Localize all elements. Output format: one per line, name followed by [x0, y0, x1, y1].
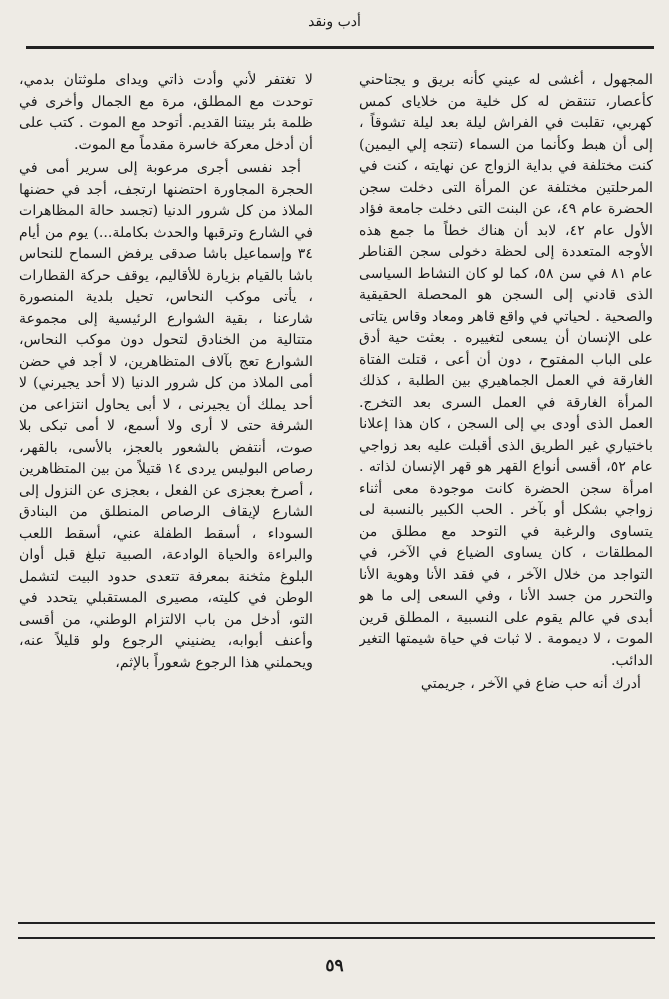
text-column-right [359, 70, 653, 900]
header-rule [26, 46, 654, 49]
paragraph: أدرك أنه حب ضاع في الآخر ، جريمتي [420, 676, 641, 692]
paragraph: أجد نفسى أجرى مرعوبة إلى سرير أمى في الحجرة المجاورة احتضنها ارتجف، أجد في حضنها الملاذ من كل شرور الدنيا (تجسد حالة المظاهرات في الشارع وترقبها والحدث بكاملة...) يوم من أيام ٣٤ وإسماعيل باشا صدقى يرفض السماح للنحاس باشا بالقيام بزيارة للأقاليم، يوقف حركة القطارات ، يأتى موكب النحاس، تحيل بلدية المنصورة شارعنا ، بقية الشوارع الرئيسية إلى مجموعة متتالية من الخنادق لتحول دون موكب النحاس، الشوارع تعج بآلاف المتظاهرين، لا أجد في حضن أمى الملاذ من كل شرور الدنيا (لا أحد يجيرني) لا أحد يملك أن يجيرنى ، لا أبى يحاول انتزاعى من الشرفة حتى لا أرى ولا أسمع، لا أمى تبكى بلا صوت، أنتفض بالشعور بالعجز، بالأسى، بالقهر، رصاص البوليس يردى ١٤ قتيلاً من بين المتظاهرين ، أصرخ بعجزى عن الفعل ، بعجزى عن النزول إلى الشارع لإيقاف الرصاص المنطلق من البنادق السوداء ، أسقط الطفلة عني، أسقط اللعب والبراءة والحياة الوادعة، الصبية تبلغ قبل أوان البلوغ مثخنة بمعرفة تتعدى حدود البيت لتشمل الوطن في كليته، مصيرى المستقبلي يتحدد في التو، أدخل من باب الالتزام الوطني، من أقسى وأعنف أبوابه، يضنيني الرجوع ولو قليلاً عنه، ويحملني هذا الرجوع شعوراً بالإثم، [19, 160, 313, 671]
paragraph: لا تغتفر لأني وأدت ذاتي ويداى ملوثتان بدمي، توحدت مع المطلق، مرة مع الجمال وأخرى في ظلمة بئر بيتنا القديم. أتوحد مع الموت . كتب على أن أدخل معركة خاسرة مقدماً مع الموت. [19, 72, 313, 153]
page-number: ٥٩ [325, 956, 344, 976]
text-column-left [19, 70, 313, 900]
footer-rule [18, 937, 655, 939]
paragraph: المجهول ، أغشى له عيني كأنه بريق و يجتاحني كأعصار، تنتقض له كل خلية من خلاياى كمس كهربي، تقلبت في الفراش ليلة بعد ليلة تشوقاً ، إلى أن هبط وكأنما من السماء (تتجه إلي اليمين) كنت مختلفة في بداية الزواج عن نهايته ، كنت في المرحلتين مختلفة عن المرأة التى دخلت سجن الحضرة عام ٤٩، عن البنت التى دخلت جامعة فؤاد الأول عام ٤٢، لابد أن هناك خطاً ما جمع هذه الأوجه المتعددة إلى لحظة دخولى سجن القناطر عام ٨١ في سن ٥٨، كما لو كان النشاط السياسى الذى قادني إلى السجن هو المحصلة الحقيقية والصحية . لحياتي في واقع قاهر ومعاد وقاس يتاتى على الإنسان أن يسعى لتغييره . بعثت حية أدق على الباب المفتوح ، دون أن أعى ، قتلت الفتاة الغارقة في العمل الجماهيري بين الطلبة ، كذلك المرأة الغارقة في العمل السرى بعد التخرج. العمل الذى أودى بي إلى السجن ، كان هذا إعلانا باختياري غير الطريق الذى أقبلت عليه بعد زواجي عام ٥٢، أقسى أنواع القهر هو قهر الإنسان لذاته . امرأة سجن الحضرة كانت موجودة معى أثناء زواجي بشكل أو بآخر . الحب الكبير بالنسبة لى يتساوى والرغبة في التوحد مع مطلق من المطلقات ، كان يساوى الضياع في الآخر، في التواجد من خلال الآخر ، في فقد الأنا وهوية الأنا والتحرر من جسد الأنا ، وفي السعى إلى ما هو أبدى في عالم يقوم على النسبية ، المطلق قرين الموت ، لا ديمومة . لا ثبات في حياة شيمتها التغير الدائب. [359, 72, 653, 669]
section-header: أدب ونقد [308, 14, 361, 30]
footer-rule [18, 922, 655, 924]
